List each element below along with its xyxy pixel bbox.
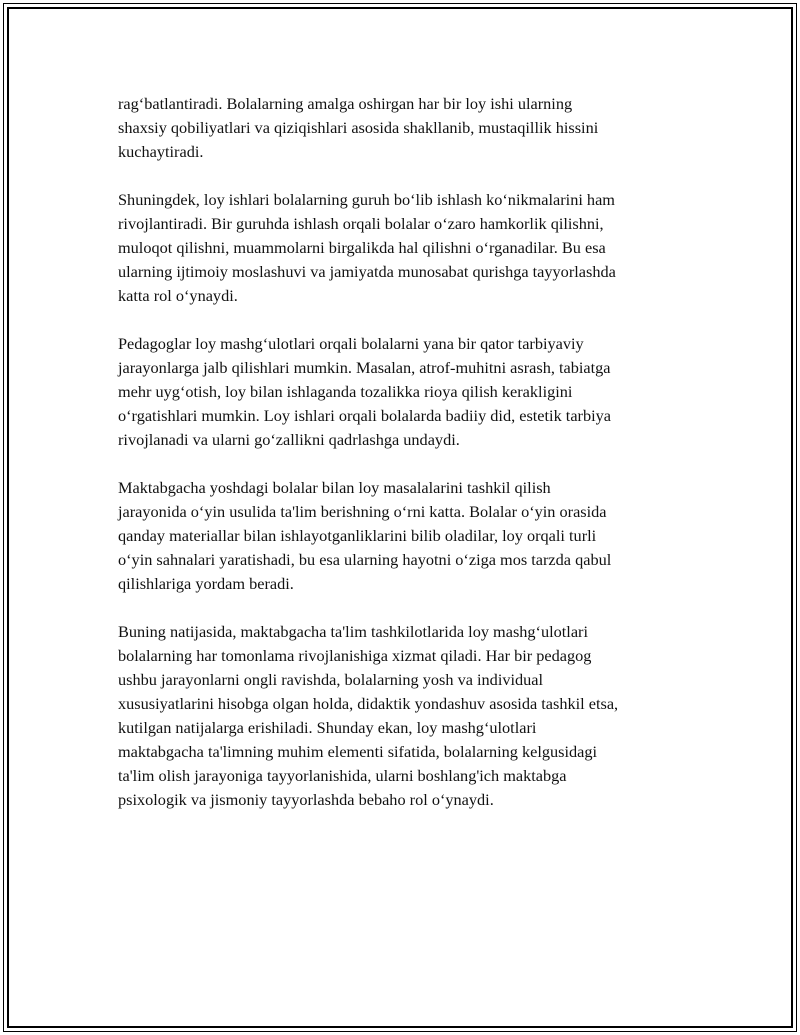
paragraph-3: Pedagoglar loy mashg‘ulotlari orqali bolalarni yana bir qator tarbiyaviy jarayonlarga jalb qilishlari mumkin. Masalan, atrof-muhitni asrash, tabiatga mehr uyg‘otish, loy bilan ishlaganda tozalikka rioya qilish kerakligini o‘rgatishlari mumkin. Loy ishlari orqali bolalarda badiiy did, estetik tarbiya rivojlanadi va ularni go‘zallikni qadrlashga undaydi. (118, 334, 611, 449)
paragraph-5: Buning natijasida, maktabgacha ta'lim tashkilotlarida loy mashg‘ulotlari bolalarning har tomonlama rivojlanishiga xizmat qiladi. Har bir pedagog ushbu jarayonlarni ongli ravishda, bolalarning yosh va individual xususiyatlarini hisobga olgan holda, didaktik yondashuv asosida tashkil etsa, kutilgan natijalarga erishiladi. Shunday ekan, loy mashg‘ulotlari maktabgacha ta'limning muhim elementi sifatida, bolalarning kelgusidagi ta'lim olish jarayoniga tayyorlanishida, ularni boshlang'ich maktabga psixologik va jismoniy tayyorlashda bebaho rol o‘ynaydi. (118, 622, 619, 809)
paragraph-4: Maktabgacha yoshdagi bolalar bilan loy masalalarini tashkil qilish jarayonida o‘yin usulida ta'lim berishning o‘rni katta. Bolalar o‘yin orasida qanday materiallar bilan ishlayotganliklarini bilib oladilar, loy orqali turli o‘yin sahnalari yaratishadi, bu esa ularning hayotni o‘ziga mos tarzda qabul qilishlariga yordam beradi. (118, 478, 612, 593)
paragraph-2: Shuningdek, loy ishlari bolalarning guruh bo‘lib ishlash ko‘nikmalarini ham rivojlantiradi. Bir guruhda ishlash orqali bolalar o‘zaro hamkorlik qilishni, muloqot qilishni, muammolarni birgalikda hal qilishni o‘rganadilar. Bu esa ularning ijtimoiy moslashuvi va jamiyatda munosabat qurishga tayyorlashda katta rol o‘ynaydi. (118, 190, 616, 305)
document-body (118, 92, 698, 836)
paragraph-1: rag‘batlantiradi. Bolalarning amalga oshirgan har bir loy ishi ularning shaxsiy qobiliyatlari va qiziqishlari asosida shakllanib, mustaqillik hissini kuchaytiradi. (118, 94, 599, 161)
